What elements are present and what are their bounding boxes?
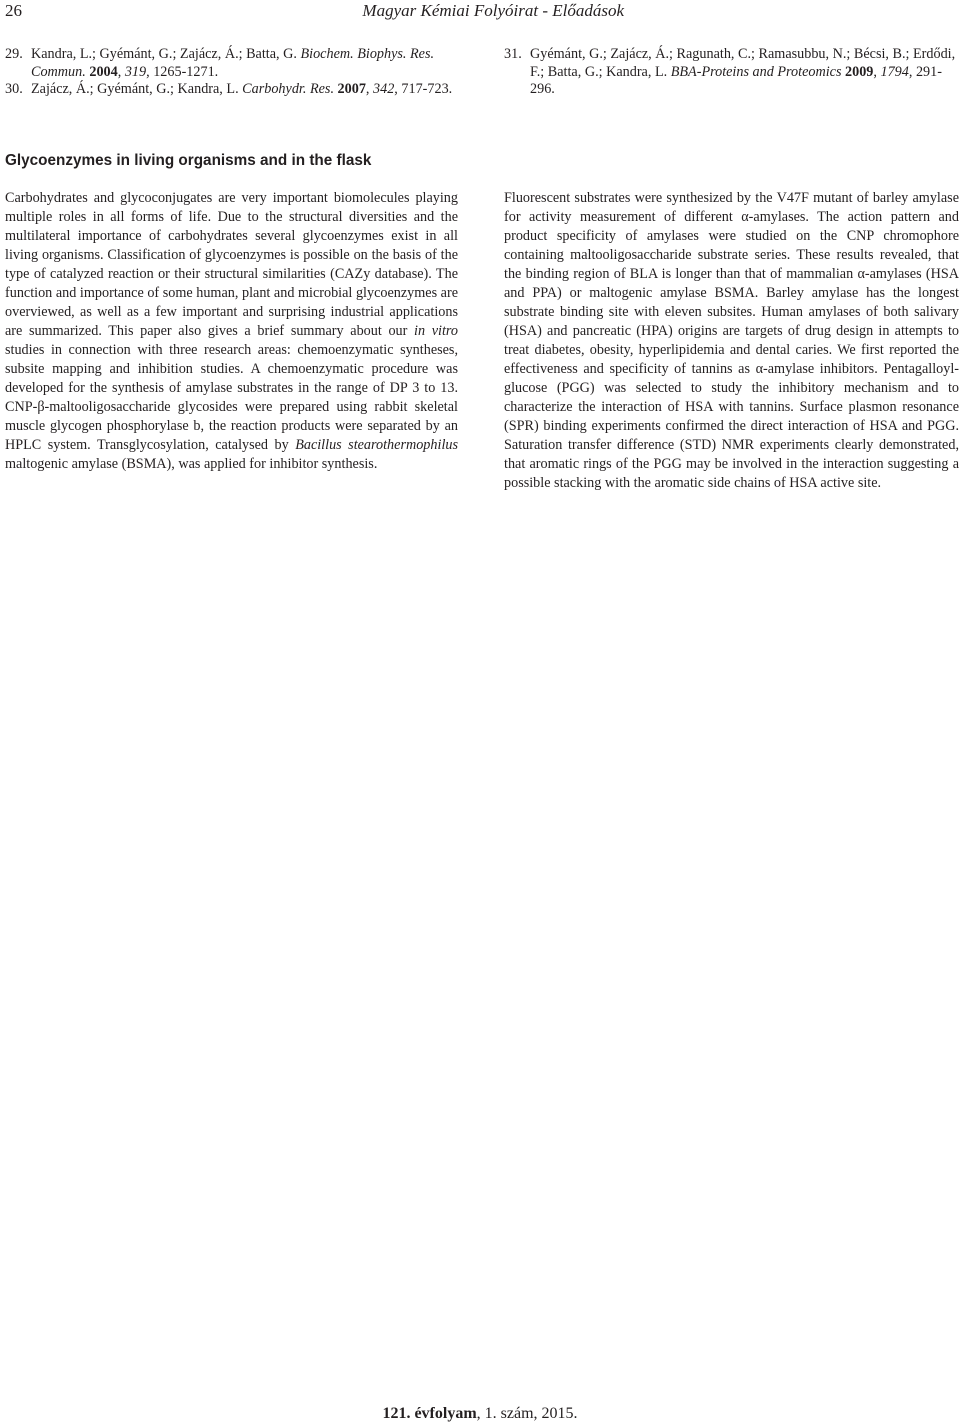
- reference-year: 2007: [337, 81, 366, 97]
- section-heading: Glycoenzymes in living organisms and in the flask: [5, 152, 372, 169]
- reference-year: 2004: [89, 63, 118, 80]
- reference-volume: 342: [373, 81, 395, 97]
- body-text: Carbohydrates and glycoconjugates are very important biomolecules playing multiple roles in all forms of life. Due to the structural diversities and the multilateral importance of carbohydrates several glycoenzymes exist in all living organisms. Classification of glycoenzymes is possible on the basis of the type of catalyzed reaction or their structural similarities (CAZy database). The function and importance of some human, plant and microbial glycoenzymes are overviewed, as well as a few important and surprising industrial applications are summarized. This paper also gives a brief summary about our: [5, 190, 458, 339]
- reference-item: 29. Kandra, L.; Gyémánt, G.; Zajácz, Á.; Batta, G. Biochem. Biophys. Res. Commun. 2004, 319, 1265-1271.: [5, 46, 435, 80]
- reference-authors: Kandra, L.; Gyémánt, G.; Zajácz, Á.; Batta, G.: [31, 46, 297, 62]
- body-italic-text: in vitro: [414, 323, 458, 339]
- reference-pages: 291-296.: [530, 63, 942, 97]
- species-name: Bacillus stearothermophilus: [295, 437, 458, 453]
- body-column-right: Fluorescent substrates were synthesized by the V47F mutant of barley amylase for activity measurement of different α-amylases. The action pattern and product specificity of amylases were studied on the CNP chromophore containing maltooligosaccharide substrate series. These results revealed, that the binding region of BLA is longer than that of mammalian α-amylases (HSA and PPA) or maltogenic amylase BSMA. Barley amylase has the longest substrate binding site with eleven subsites. Human amylases of both salivary (HSA) and pancreatic (HPA) origins are targets of drug design in attempts to treat diabetes, obesity, hyperlipidemia and dental caries. We first reported the effectiveness and specificity of tannins as α-amylase inhibitors. Pentagalloyl-glucose (PGG) was selected to study the inhibitory mechanism and to characterize the interaction of HSA with tannins. Surface plasmon resonance (SPR) binding experiments confirmed the direct interaction of HSA and PGG. Saturation transfer difference (STD) NMR experiments clearly demonstrated, that aromatic rings of the PGG may be involved in the interaction suggesting a possible stacking with the aromatic side chains of HSA active site.: [504, 190, 959, 491]
- reference-item: 31. Gyémánt, G.; Zajácz, Á.; Ragunath, C.; Ramasubbu, N.; Bécsi, B.; Erdődi, F.; Batta, G.; Kandra, L. BBA-Proteins and Proteomics 2009, 1794, 291-296.: [504, 46, 956, 97]
- reference-journal: Carbohydr. Res.: [242, 81, 334, 97]
- reference-volume: 319: [124, 63, 147, 80]
- reference-list-left: [5, 46, 455, 99]
- reference-number: 29.: [5, 46, 23, 62]
- page-number: 26: [5, 1, 22, 20]
- reference-pages: 1265-1271.: [153, 63, 219, 80]
- journal-title: Magyar Kémiai Folyóirat - Előadások: [362, 1, 624, 20]
- reference-volume: 1794: [880, 63, 909, 80]
- reference-authors: Gyémánt, G.; Zajácz, Á.; Ragunath, C.; Ramasubbu, N.; Bécsi, B.; Erdődi, F.; Batta, G.; Kandra, L.: [530, 46, 956, 80]
- reference-authors: Zajácz, Á.; Gyémánt, G.; Kandra, L.: [31, 81, 239, 97]
- footer-issue: , 1. szám, 2015.: [476, 1405, 578, 1422]
- footer-volume: 121. évfolyam: [382, 1405, 477, 1422]
- reference-item: 30. Zajácz, Á.; Gyémánt, G.; Kandra, L. Carbohydr. Res. 2007, 342, 717-723.: [5, 81, 453, 97]
- page-footer: [0, 1404, 960, 1424]
- reference-list-right: [504, 46, 959, 99]
- reference-journal: Biochem. Biophys. Res. Commun.: [31, 46, 435, 80]
- reference-pages: 717-723.: [401, 81, 453, 97]
- body-text: studies in connection with three research areas: chemoenzymatic syntheses, subsite mapping and inhibition studies. A chemoenzymatic procedure was developed for the synthesis of amylase substrates in the range of DP 3 to 13. CNP-β-maltooligosaccharide glycosides were prepared using rabbit skeletal muscle glycogen phosphorylase b, the reaction products were separated by an HPLC system. Transglycosylation, catalysed by: [5, 342, 458, 453]
- reference-year: 2009: [845, 63, 874, 80]
- reference-journal: BBA-Proteins and Proteomics: [670, 63, 842, 80]
- body-text: maltogenic amylase (BSMA), was applied for inhibitor synthesis.: [5, 456, 378, 472]
- reference-number: 31.: [504, 46, 522, 62]
- body-column-left: [5, 189, 458, 474]
- page-header: [0, 0, 960, 24]
- reference-number: 30.: [5, 81, 23, 97]
